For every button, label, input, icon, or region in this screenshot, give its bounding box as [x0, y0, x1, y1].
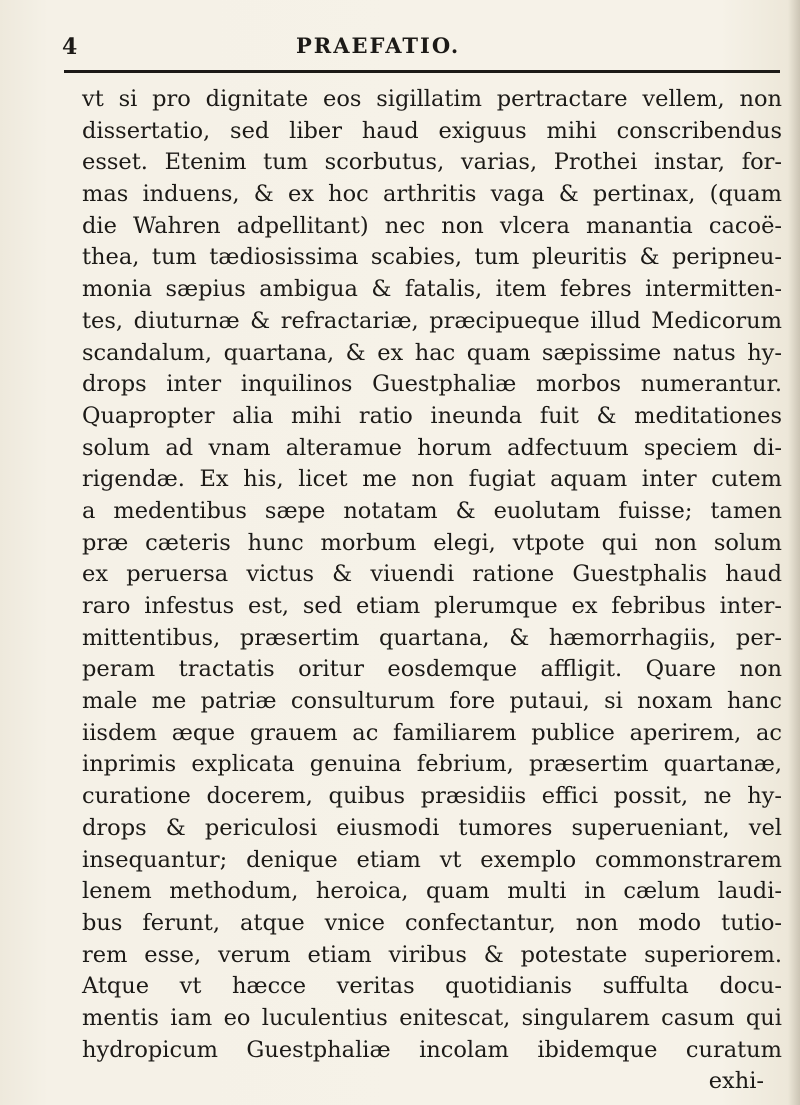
- text-line: mittentibus, præsertim quartana, & hæmorrhagiis, per-: [82, 624, 782, 651]
- text-line: a medentibus sæpe notatam & euolutam fuisse; tamen: [82, 497, 782, 524]
- running-head: PRAEFATIO.: [296, 33, 461, 58]
- text-line: lenem methodum, heroica, quam multi in cælum laudi-: [82, 878, 782, 905]
- body-text: [82, 84, 782, 1098]
- text-line: raro infestus est, sed etiam plerumque ex febribus inter-: [82, 593, 782, 619]
- text-line: thea, tum tædiosissima scabies, tum pleuritis & peripneu-: [82, 244, 782, 271]
- page-edge-shadow: [788, 0, 800, 1105]
- text-line: esset. Etenim tum scorbutus, varias, Prothei instar, for-: [82, 149, 782, 176]
- text-line: inprimis explicata genuina febrium, præsertim quartanæ,: [82, 751, 782, 778]
- text-line: drops & periculosi eiusmodi tumores superueniant, vel: [82, 814, 782, 841]
- text-line: iisdem æque grauem ac familiarem publice aperirem, ac: [82, 719, 782, 746]
- catchword: exhi-: [708, 1068, 764, 1095]
- text-line: curatione docerem, quibus præsidiis effici possit, ne hy-: [82, 783, 782, 810]
- text-line: mas induens, & ex hoc arthritis vaga & pertinax, (quam: [82, 181, 782, 208]
- text-line: Atque vt hæcce veritas quotidianis suffulta docu-: [82, 973, 782, 1000]
- text-line: male me patriæ consulturum fore putaui, si noxam hanc: [82, 688, 782, 715]
- text-line: solum ad vnam alteramue horum adfectuum speciem di-: [82, 434, 782, 461]
- page-number: 4: [62, 34, 78, 60]
- text-line: rigendæ. Ex his, licet me non fugiat aquam inter cutem: [82, 466, 782, 493]
- text-line: insequantur; denique etiam vt exemplo commonstrarem: [82, 846, 782, 873]
- text-line: tes, diuturnæ & refractariæ, præcipueque illud Medicorum: [82, 307, 782, 334]
- text-line: rem esse, verum etiam viribus & potestate superiorem.: [82, 941, 782, 968]
- text-line: vt si pro dignitate eos sigillatim pertractare vellem, non: [82, 86, 782, 112]
- text-line: mentis iam eo luculentius enitescat, singularem casum qui: [82, 1004, 782, 1031]
- text-line: peram tractatis oritur eosdemque affligit. Quare non: [82, 656, 782, 683]
- text-line: die Wahren adpellitant) nec non vlcera manantia cacoë-: [82, 212, 782, 239]
- text-line: Quapropter alia mihi ratio ineunda fuit & meditationes: [82, 402, 782, 429]
- page-header: [62, 30, 782, 60]
- text-line: dissertatio, sed liber haud exiguus mihi conscribendus: [82, 117, 782, 144]
- header-rule: [64, 70, 780, 73]
- text-line: præ cæteris hunc morbum elegi, vtpote qui non solum: [82, 529, 782, 556]
- text-line: bus ferunt, atque vnice confectantur, non modo tutio-: [82, 909, 782, 936]
- text-line: drops inter inquilinos Guestphaliæ morbos numerantur.: [82, 371, 782, 398]
- text-line: hydropicum Guestphaliæ incolam ibidemque curatum: [82, 1036, 782, 1063]
- text-line: ex peruersa victus & viuendi ratione Guestphalis haud: [82, 561, 782, 588]
- text-line: scandalum, quartana, & ex hac quam sæpissime natus hy-: [82, 339, 782, 366]
- text-line: monia sæpius ambigua & fatalis, item febres intermitten-: [82, 276, 782, 303]
